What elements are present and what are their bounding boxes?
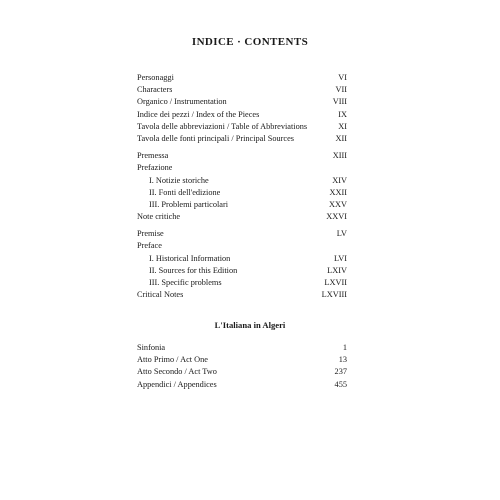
toc-front-matter <box>137 72 347 301</box>
toc-entry <box>137 175 347 187</box>
toc-entry-page: LXIV <box>327 265 347 275</box>
toc-entry-label: I. Notizie storiche <box>149 175 209 185</box>
toc-entry-page: XIV <box>332 175 347 185</box>
toc-entry-label: Organico / Instrumentation <box>137 97 227 107</box>
toc-entry-page: XII <box>335 133 347 143</box>
toc-entry <box>137 342 347 354</box>
toc-entry <box>137 265 347 277</box>
toc-entry-page: XXVI <box>326 212 347 222</box>
toc-entry-label: Indice dei pezzi / Index of the Pieces <box>137 109 260 119</box>
toc-entry-page: LXVII <box>324 278 347 287</box>
toc-entry <box>137 289 347 301</box>
toc-entry <box>137 162 347 174</box>
toc-entry-label: Premessa <box>137 151 169 161</box>
toc-entry-label: Tavola delle abbreviazioni / Table of Abbreviations <box>137 121 308 131</box>
toc-entry <box>137 72 347 84</box>
toc-entry <box>137 133 347 145</box>
toc-entry-label: Critical Notes <box>137 290 184 300</box>
toc-entry <box>137 84 347 96</box>
toc-opera <box>137 342 347 391</box>
toc-entry-label: Preface <box>137 241 162 251</box>
toc-entry-label: III. Specific problems <box>149 278 222 287</box>
toc-entry <box>137 109 347 121</box>
toc-entry <box>137 240 347 252</box>
toc-entry <box>137 354 347 366</box>
toc-entry-page: VII <box>335 85 347 95</box>
toc-entry <box>137 150 347 162</box>
toc-entry <box>137 228 347 240</box>
toc-entry-label: I. Historical Information <box>149 253 231 263</box>
toc-entry <box>137 379 347 391</box>
toc-entry-page: IX <box>338 109 347 119</box>
toc-entry-page: 237 <box>334 367 347 377</box>
toc-entry-page: VIII <box>332 97 347 107</box>
toc-entry-label: II. Fonti dell'edizione <box>149 187 221 197</box>
toc-entry-page: 455 <box>334 379 347 389</box>
toc-entry-label: Tavola delle fonti principali / Principal Sources <box>137 133 295 143</box>
toc-entry <box>137 96 347 108</box>
toc-entry-page: XXV <box>329 199 347 209</box>
toc-entry-label: II. Sources for this Edition <box>149 265 238 275</box>
page-title: INDICE · CONTENTS <box>191 36 309 48</box>
toc-entry-label: Prefazione <box>137 163 173 173</box>
toc-entry <box>137 187 347 199</box>
toc-entry-label: Characters <box>137 85 173 95</box>
toc-entry-label: Atto Secondo / Act Two <box>137 367 217 377</box>
toc-entry <box>137 366 347 378</box>
toc-entry <box>137 253 347 265</box>
toc-entry-label: Note critiche <box>137 212 181 222</box>
toc-entry-label: III. Problemi particolari <box>149 199 229 209</box>
toc-entry <box>137 211 347 223</box>
toc-entry-page: 1 <box>342 343 347 352</box>
toc-entry-page: LV <box>336 229 347 239</box>
toc-entry-label: Personaggi <box>137 73 174 82</box>
toc-entry <box>137 121 347 133</box>
toc-entry-page: XI <box>338 121 347 131</box>
toc-entry <box>137 199 347 211</box>
toc-entry-page: VI <box>338 73 347 82</box>
toc-entry-label: Sinfonia <box>137 343 166 352</box>
toc-entry-label: Premise <box>137 229 164 239</box>
toc-entry-page: LVI <box>333 253 347 263</box>
toc-entry-label: Appendici / Appendices <box>137 379 217 389</box>
toc-entry-page: 13 <box>338 355 347 365</box>
toc-entry-label: Atto Primo / Act One <box>137 355 208 365</box>
toc-entry-page: XIII <box>332 151 347 161</box>
toc-entry <box>137 277 347 289</box>
opera-title: L'Italiana in Algeri <box>214 320 286 330</box>
toc-entry-page: XXII <box>329 187 347 197</box>
toc-entry-page: LXVIII <box>321 290 347 300</box>
